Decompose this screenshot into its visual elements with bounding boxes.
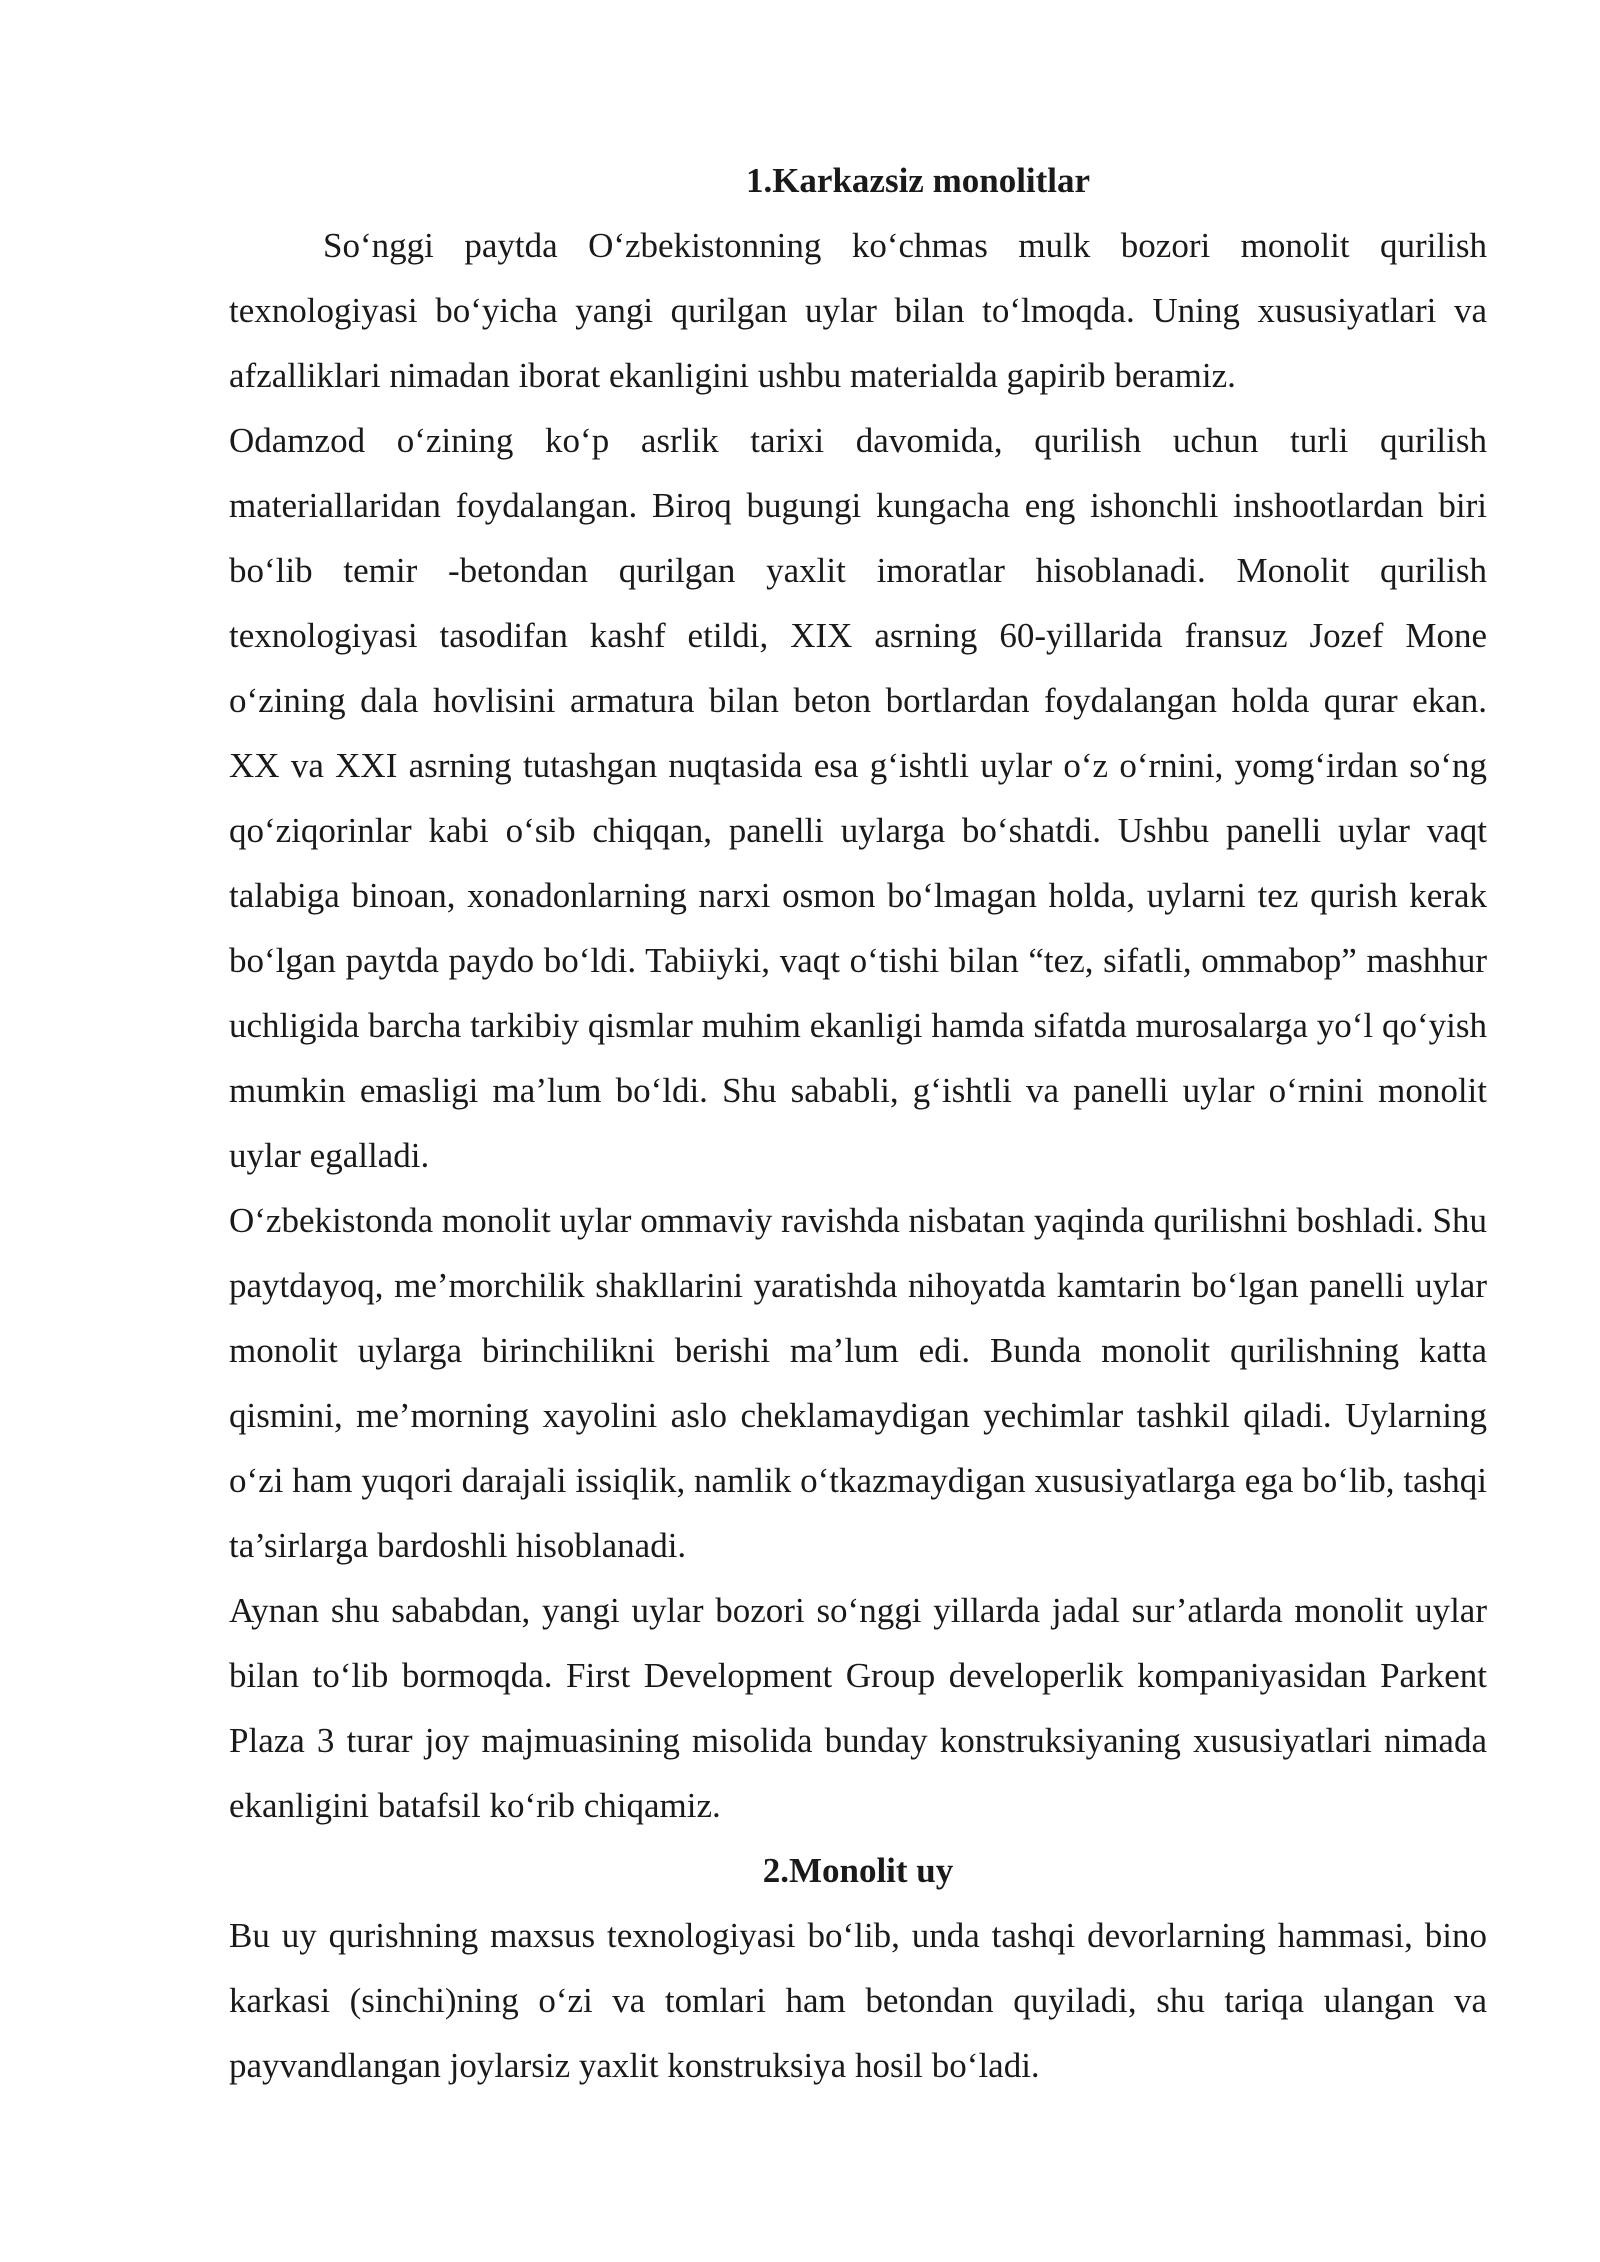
section-1-paragraph-1: So‘nggi paytda O‘zbekistonning ko‘chmas mulk bozori monolit qurilish texnologiyasi bo‘yicha yangi qurilgan uylar bilan to‘lmoqda. Uning xususiyatlari va afzalliklari nimadan iborat ekanligini ushbu materialda gapirib beramiz.: [229, 226, 1487, 395]
section-1-paragraph-2: Odamzod o‘zining ko‘p asrlik tarixi davomida, qurilish uchun turli qurilish materiallaridan foydalangan. Biroq bugungi kungacha eng ishonchli inshootlardan biri bo‘lib temir -betondan qurilgan yaxlit imoratlar hisoblanadi. Monolit qurilish texnologiyasi tasodifan kashf etildi, XIX asrning 60-yillarida fransuz Jozef Mone o‘zining dala hovlisini armatura bilan beton bortlardan foydalangan holda qurar ekan. XX va XXI asrning tutashgan nuqtasida esa g‘ishtli uylar o‘z o‘rnini, yomg‘irdan so‘ng qo‘ziqorinlar kabi o‘sib chiqqan, panelli uylarga bo‘shatdi. Ushbu panelli uylar vaqt talabiga binoan, xonadonlarning narxi osmon bo‘lmagan holda, uylarni tez qurish kerak bo‘lgan paytda paydo bo‘ldi. Tabiiyki, vaqt o‘tishi bilan “tez, sifatli, ommabop” mashhur uchligida barcha tarkibiy qismlar muhim ekanligi hamda sifatda murosalarga yo‘l qo‘yish mumkin emasligi ma’lum bo‘ldi. Shu sababli, g‘ishtli va panelli uylar o‘rnini monolit uylar egalladi.: [229, 421, 1487, 1175]
section-1-paragraph-3: O‘zbekistonda monolit uylar ommaviy ravishda nisbatan yaqinda qurilishni boshladi. Shu paytdayoq, me’morchilik shakllarini yaratishda nihoyatda kamtarin bo‘lgan panelli uylar monolit uylarga birinchilikni berishi ma’lum edi. Bunda monolit qurilishning katta qismini, me’morning xayolini aslo cheklamaydigan yechimlar tashkil qiladi. Uylarning o‘zi ham yuqori darajali issiqlik, namlik o‘tkazmaydigan xususiyatlarga ega bo‘lib, tashqi ta’sirlarga bardoshli hisoblanadi.: [229, 1201, 1487, 1565]
document-body: [229, 148, 1487, 2098]
section-2-heading: 2.Monolit uy: [762, 1851, 954, 1890]
section-1-heading: 1.Karkazsiz monolitlar: [745, 161, 1091, 200]
section-2-paragraph-1: Bu uy qurishning maxsus texnologiyasi bo‘lib, unda tashqi devorlarning hammasi, bino karkasi (sinchi)ning o‘zi va tomlari ham betondan quyiladi, shu tariqa ulangan va payvandlangan joylarsiz yaxlit konstruksiya hosil bo‘ladi.: [229, 1916, 1487, 2085]
section-1-paragraph-4: Aynan shu sababdan, yangi uylar bozori so‘nggi yillarda jadal sur’atlarda monolit uylar bilan to‘lib bormoqda. First Development Group developerlik kompaniyasidan Parkent Plaza 3 turar joy majmuasining misolida bunday konstruksiyaning xususiyatlari nimada ekanligini batafsil ko‘rib chiqamiz.: [229, 1591, 1487, 1825]
